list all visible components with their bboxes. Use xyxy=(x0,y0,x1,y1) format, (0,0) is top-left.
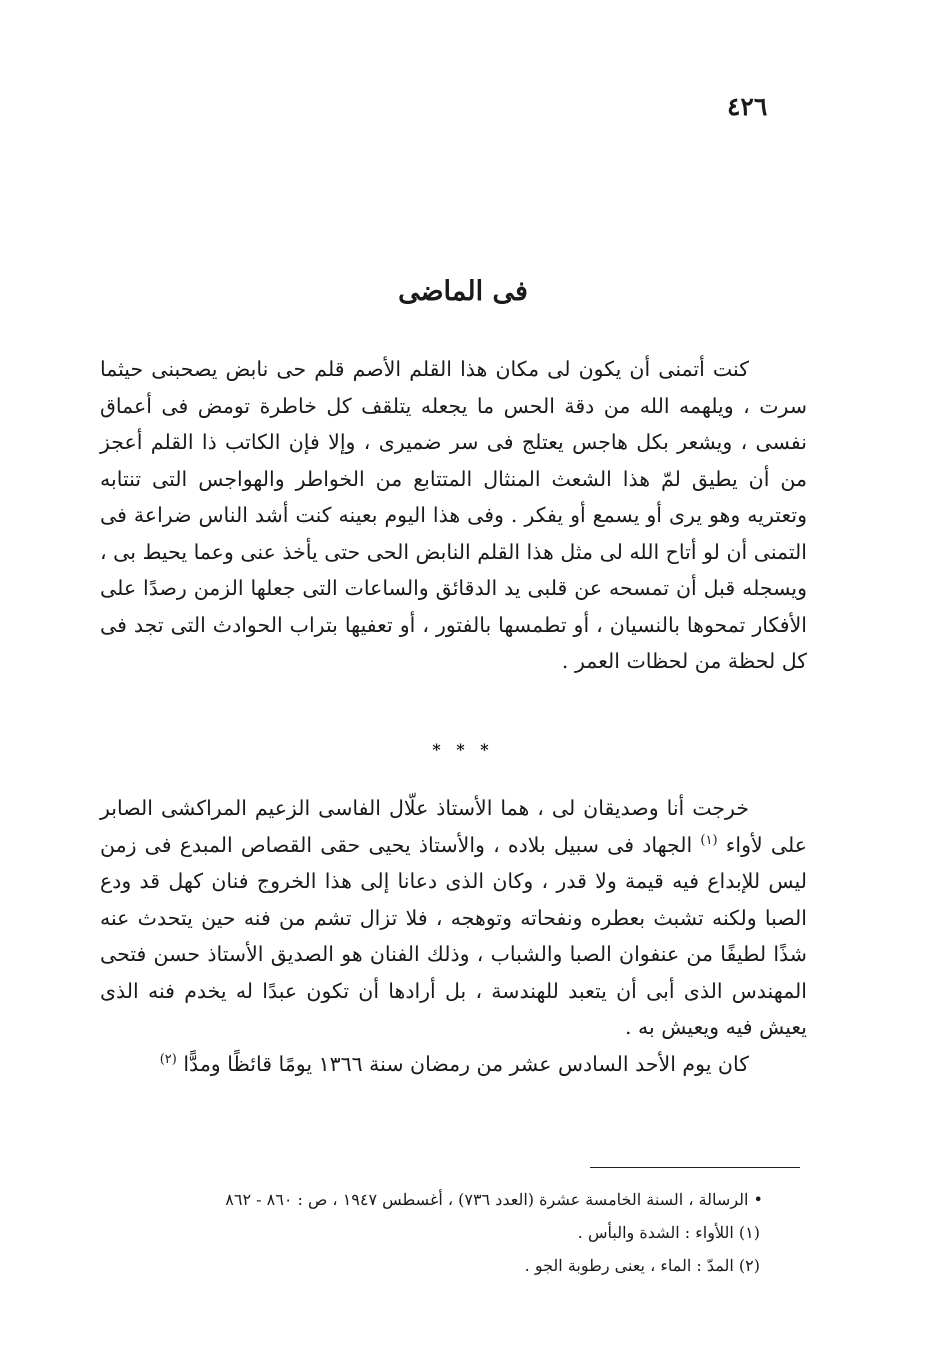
footnote-marker-1: (١) xyxy=(700,832,718,848)
page-title: فى الماضى xyxy=(398,276,528,307)
footnote-source: • الرسالة ، السنة الخامسة عشرة (العدد ٧٣٦) ، أغسطس ١٩٤٧ ، ص : ٨٦٠ - ٨٦٢ xyxy=(225,1190,763,1209)
paragraph-3-text: كان يوم الأحد السادس عشر من رمضان سنة ١٣٦٦ يومًا قائظًا ومدًّا xyxy=(183,1051,749,1076)
footnote-divider xyxy=(590,1167,800,1168)
paragraph-2-text-a: خرجت أنا وصديقان لى ، هما الأستاذ علّال الفاسى الزعيم المراكشى الصابر على لأواء xyxy=(100,796,807,857)
paragraph-2-text-b: الجهاد فى سبيل بلاده ، والأستاذ يحيى حقى القصاص المبدع فى زمن ليس للإبداع فيه قيمة ولا قدر ، وكان الذى دعانا إلى هذا الخروج فنان كهل قد ودع الصبا ولكنه تشبث بعطره ونفحاته وتوهجه ، فلا تزال تشم من فنه حين يتحدث عنه شذًا لطيفًا من عنفوان الصبا والشباب ، وذلك الفنان هو الصديق الأستاذ حسن فتحى المهندس الذى أبى أن يتعبد للهندسة ، بل أرادها أن تكون عبدًا له يخدم فنه الذى يعيش فيه ويعيش به . xyxy=(100,832,807,1039)
section-separator: * * * xyxy=(432,740,494,759)
footnote-1: (١) اللأواء : الشدة والبأس . xyxy=(577,1223,760,1242)
paragraph-1: كنت أتمنى أن يكون لى مكان هذا القلم الأصم قلم حى نابض يصحبنى حيثما سرت ، ويلهمه الله من دقة الحس ما يجعله يتلقف كل خاطرة تومض فى أعماق نفسى ، ويشعر بكل هاجس يعتلج فى سر ضميرى ، وإلا فإن الكاتب ذا القلم أعجز من أن يطيق لمّ هذا الشعث المنثال المتتابع من الخواطر والهواجس التى تنتابه وتعتريه وهو يرى أو يسمع أو يفكر . وفى هذا اليوم بعينه كنت أشد الناس ضراعة فى التمنى أن لو أتاح الله لى مثل هذا القلم النابض الحى حتى يأخذ عنى وعما يحيط بى ، ويسجله قبل أن تمسحه عن قلبى يد الدقائق والساعات التى جعلها الزمن رصدًا على الأفكار تمحوها بالنسيان ، أو تطمسها بالفتور ، أو تعفيها بتراب الحوادث التى تجد فى كل لحظة من لحظات العمر . xyxy=(100,357,807,673)
footnote-2: (٢) المدّ : الماء ، يعنى رطوبة الجو . xyxy=(524,1256,760,1275)
page-number: ٤٢٦ xyxy=(727,92,768,121)
paragraph-3 xyxy=(100,1046,807,1083)
article-section-1 xyxy=(100,351,807,680)
footnotes xyxy=(100,1183,763,1282)
article-section-2 xyxy=(100,790,807,1082)
footnote-marker-2: (٢) xyxy=(159,1051,177,1067)
paragraph-2 xyxy=(100,790,807,1046)
